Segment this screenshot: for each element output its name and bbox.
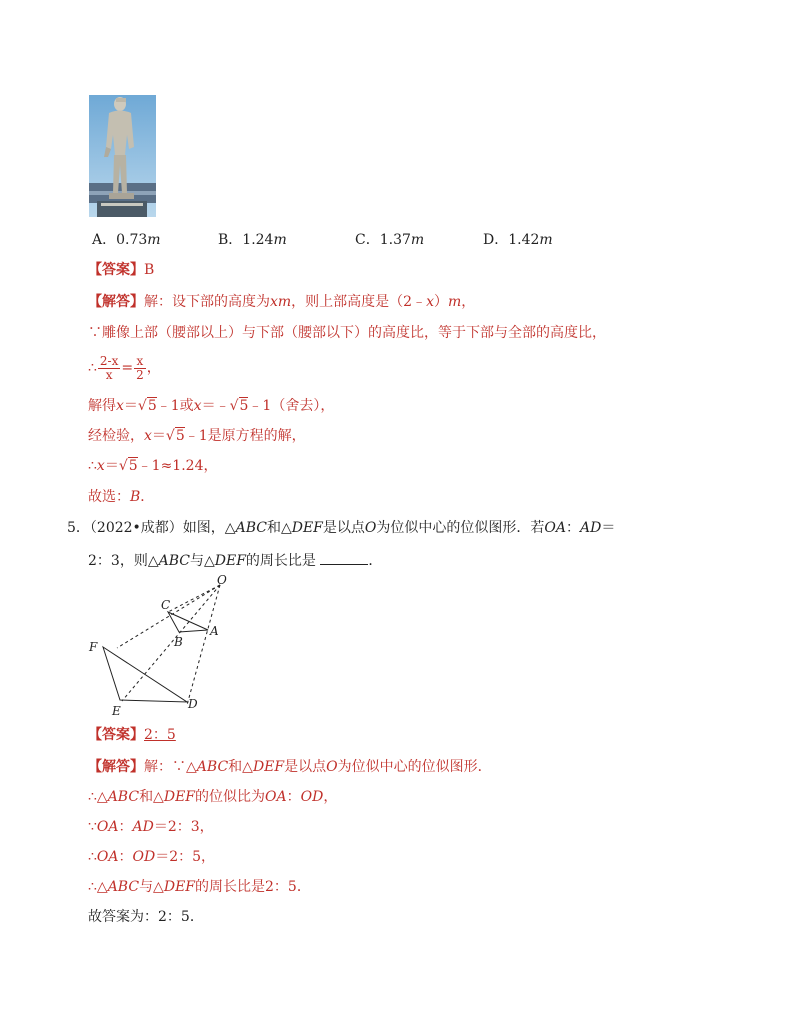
- label-e: E: [112, 704, 121, 717]
- triangle-abc: [168, 612, 208, 632]
- q4-equation: ∴ $\frac{2-x}{x}$ = $\frac{x}{2}$ ，: [88, 353, 161, 382]
- q4-solution-line2: ∵雕像上部（腰部以上）与下部（腰部以下）的高度比，等于下部与全部的高度比，: [88, 325, 606, 341]
- statue-photo-icon: [89, 95, 156, 217]
- q4-solution-line7: 故选：B．: [88, 489, 155, 505]
- ray-o-e: [122, 585, 220, 701]
- label-c: C: [161, 598, 171, 612]
- ray-o-f: [117, 585, 220, 648]
- q5-final-answer: 故答案为：2：5．: [88, 909, 204, 925]
- q4-answer-line: 【答案】B: [88, 262, 155, 278]
- q4-solution-line1: 【解答】解：设下部的高度为xm，则上部高度是（2﹣x）m，: [88, 294, 476, 310]
- option-c: C．1.37m: [355, 232, 425, 248]
- answer-blank: [320, 550, 368, 565]
- homothety-diagram: [80, 572, 240, 717]
- label-f: F: [89, 640, 98, 654]
- fraction-right: $\frac{x}{2}$: [136, 353, 144, 382]
- q5-question-line1: 5．（2022•成都）如图，△ABC和△DEF是以点O为位似中心的位似图形．若OA：AD＝: [67, 520, 616, 536]
- q4-solution-line6: ∴x＝√5﹣1≈1.24，: [88, 458, 218, 474]
- label-o: O: [217, 573, 227, 587]
- label-a: A: [210, 624, 219, 638]
- q5-question-line2: 2：3，则△ABC与△DEF的周长比是 ．: [88, 550, 382, 571]
- q5-solution-line1: 【解答】解：∵△ABC和△DEF是以点O为位似中心的位似图形．: [88, 759, 492, 775]
- ray-o-d: [187, 585, 220, 705]
- label-b: B: [174, 635, 183, 649]
- q5-solution-line3: ∵OA：AD＝2：3，: [88, 819, 214, 835]
- q4-solution-line5: 经检验，x＝√5﹣1是原方程的解，: [88, 428, 306, 444]
- q5-solution-line5: ∴△ABC与△DEF的周长比是2：5．: [88, 879, 311, 895]
- q4-solution-line4: 解得x＝√5﹣1或x＝﹣√5﹣1（舍去），: [88, 398, 335, 414]
- label-d: D: [188, 697, 198, 711]
- ray-o-c: [168, 585, 220, 612]
- q5-solution-line2: ∴△ABC和△DEF的位似比为OA：OD，: [88, 789, 338, 805]
- statue-photo: [89, 95, 156, 217]
- option-b: B．1.24m: [218, 232, 287, 248]
- option-a: A．0.73m: [92, 232, 161, 248]
- q5-solution-line4: ∴OA：OD＝2：5，: [88, 849, 216, 865]
- fraction-left: $\frac{2-x}{x}$: [99, 353, 119, 382]
- q5-answer-line: 【答案】2：5: [88, 727, 176, 743]
- option-d: D．1.42m: [483, 232, 553, 248]
- triangle-def: [103, 647, 187, 702]
